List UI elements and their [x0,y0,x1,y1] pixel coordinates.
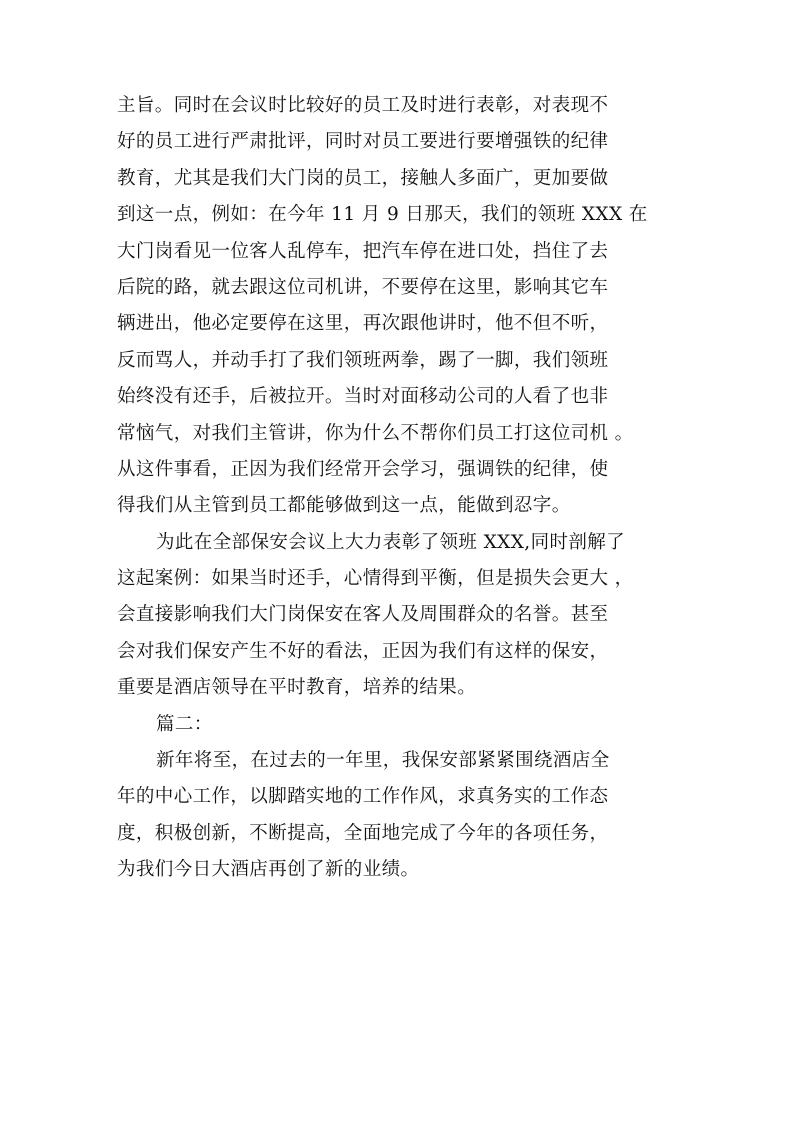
text-line: 大门岗看见一位客人乱停车，把汽车停在进口处，挡住了去 [117,240,609,262]
paragraph-2 [117,525,689,707]
text-line: 新年将至，在过去的一年里，我保安部紧紧围绕酒店全 [156,750,610,772]
text-line: 到这一点，例如：在今年 11 月 9 日那天，我们的领班 XXX 在 [117,204,648,226]
text-line: 教育，尤其是我们大门岗的员工，接触人多面广，更加要做 [117,167,609,189]
paragraph-3 [117,743,689,889]
text-line: 这起案例：如果当时还手，心情得到平衡，但是损失会更大 ， [117,568,634,590]
text-line: 主旨。同时在会议时比较好的员工及时进行表彰，对表现不 [117,95,609,116]
text-line: 常恼气，对我们主管讲，你为什么不帮你们员工打这位司机 。 [117,422,634,444]
text-line: 年的中心工作，以脚踏实地的工作作风，求真务实的工作态 [117,786,609,808]
section-title: 篇二： [156,713,213,735]
text-line: 从这件事看，正因为我们经常开会学习，强调铁的纪律，使 [117,458,609,480]
text-line: 始终没有还手，后被拉开。当时对面移动公司的人看了也非 [117,386,609,408]
text-line: 会对我们保安产生不好的看法，正因为我们有这样的保安， [117,640,609,662]
section-heading [117,707,689,743]
text-line: 反而骂人，并动手打了我们领班两拳，踢了一脚，我们领班 [117,349,609,371]
text-line: 重要是酒店领导在平时教育，培养的结果。 [117,677,477,699]
text-line: 为此在全部保安会议上大力表彰了领班 XXX,同时剖解了 [156,531,626,553]
text-line: 好的员工进行严肃批评，同时对员工要进行要增强铁的纪律 [117,131,609,153]
text-line: 后院的路，就去跟这位司机讲，不要停在这里，影响其它车 [117,276,609,298]
text-line: 度，积极创新，不断提高，全面地完成了今年的各项任务， [117,822,609,844]
text-line: 得我们从主管到员工都能够做到这一点，能做到忍字。 [117,495,571,517]
text-line: 辆进出，他必定要停在这里，再次跟他讲时，他不但不听， [117,313,609,335]
paragraph-1 [117,88,689,525]
text-line: 会直接影响我们大门岗保安在客人及周围群众的名誉。甚至 [117,604,609,626]
text-line: 为我们今日大酒店再创了新的业绩。 [117,859,420,881]
document-page [117,88,689,889]
